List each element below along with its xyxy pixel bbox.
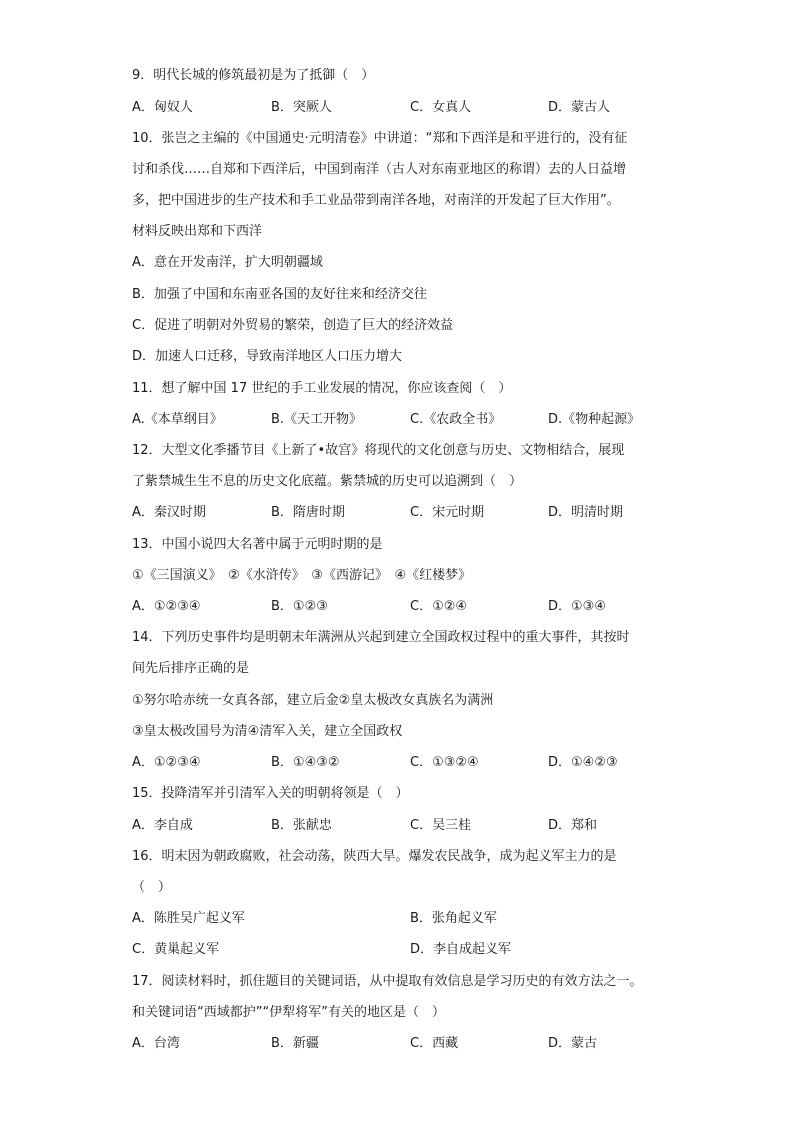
question-16-stem-line-1: 16．明末因为朝政腐败，社会动荡，陕西大旱。爆发农民战争，成为起义军主力的是 — [132, 849, 617, 864]
question-13-option-b: B．①②③ — [271, 599, 328, 614]
question-16-options-row-1 — [132, 910, 672, 928]
question-12-options — [132, 504, 672, 522]
question-11-option-c: C.《农政全书》 — [410, 412, 502, 427]
question-11-stem: 11．想了解中国 17 世纪的手工业发展的情况，你应该查阅（ ） — [132, 381, 512, 396]
question-12-option-b: B．隋唐时期 — [271, 505, 345, 520]
question-17-option-a: A．台湾 — [132, 1036, 180, 1051]
question-15-option-c: C．吴三桂 — [410, 818, 472, 833]
question-14-option-c: C．①③②④ — [410, 755, 479, 770]
question-16-stem-line-2: （ ） — [132, 880, 172, 895]
question-13-option-a: A．①②③④ — [132, 599, 201, 614]
question-13-option-d: D．①③④ — [548, 599, 606, 614]
question-13-stem: 13．中国小说四大名著中属于元明时期的是 — [132, 537, 383, 552]
question-14-option-b: B．①④③② — [271, 755, 340, 770]
question-10-stem-line-2: 讨和杀伐……自郑和下西洋后，中国到南洋（古人对东南亚地区的称谓）去的人日益增 — [132, 162, 627, 177]
question-10-stem-line-3: 多，把中国进步的生产技术和手工业品带到南洋各地，对南洋的开发起了巨大作用”。 — [132, 193, 620, 208]
question-12-option-d: D．明清时期 — [548, 505, 624, 520]
question-16-option-b: B．张角起义军 — [410, 911, 497, 926]
question-17-stem-line-2: 和关键词语“西域都护”“伊犁将军”有关的地区是（ ） — [132, 1005, 445, 1020]
question-10-option-b: B．加强了中国和东南亚各国的友好往来和经济交往 — [132, 287, 427, 302]
question-9-option-c: C．女真人 — [410, 100, 472, 115]
question-13-options — [132, 598, 672, 616]
question-14-events-line-2: ③皇太极改国号为清④清军入关，建立全国政权 — [132, 724, 403, 739]
question-9-options — [132, 99, 672, 117]
question-16-option-c: C．黄巢起义军 — [132, 942, 220, 957]
question-14-options — [132, 754, 672, 772]
question-11-option-a: A.《本草纲目》 — [132, 412, 223, 427]
question-16-option-a: A．陈胜吴广起义军 — [132, 911, 245, 926]
question-13-items: ①《三国演义》 ②《水浒传》 ③《西游记》 ④《红楼梦》 — [132, 568, 472, 583]
question-9-stem: 9．明代长城的修筑最初是为了抵御（ ） — [132, 68, 375, 83]
question-9-option-b: B．突厥人 — [271, 100, 332, 115]
question-9-option-a: A．匈奴人 — [132, 100, 193, 115]
question-15-option-b: B．张献忠 — [271, 818, 332, 833]
question-12-stem-line-2: 了紫禁城生生不息的历史文化底蕴。紫禁城的历史可以追溯到（ ） — [132, 474, 523, 489]
question-17-option-d: D．蒙古 — [548, 1036, 598, 1051]
question-11-option-b: B.《天工开物》 — [271, 412, 363, 427]
question-16-options-row-2 — [132, 941, 672, 959]
question-14-stem-line-2: 间先后排序正确的是 — [132, 661, 250, 676]
question-15-stem: 15．投降清军并引清军入关的明朝将领是（ ） — [132, 786, 409, 801]
question-10-option-a: A．意在开发南洋，扩大明朝疆域 — [132, 255, 323, 270]
question-10-stem-line-1: 10．张岂之主编的《中国通史·元明清卷》中讲道：“郑和下西洋是和平进行的，没有征 — [132, 131, 628, 146]
question-17-option-c: C．西藏 — [410, 1036, 459, 1051]
question-14-stem-line-1: 14．下列历史事件均是明朝末年满洲从兴起到建立全国政权过程中的重大事件，其按时 — [132, 630, 630, 645]
question-11-options — [132, 411, 672, 429]
question-15-options — [132, 817, 672, 835]
question-15-option-d: D．郑和 — [548, 818, 598, 833]
question-15-option-a: A．李自成 — [132, 818, 193, 833]
question-9-option-d: D．蒙古人 — [548, 100, 611, 115]
question-10-option-c: C．促进了明朝对外贸易的繁荣，创造了巨大的经济效益 — [132, 318, 454, 333]
question-13-option-c: C．①②④ — [410, 599, 468, 614]
question-14-events-line-1: ①努尔哈赤统一女真各部，建立后金②皇太极改女真族名为满洲 — [132, 693, 494, 708]
question-16-option-d: D．李自成起义军 — [410, 942, 512, 957]
question-10-option-d: D．加速人口迁移，导致南洋地区人口压力增大 — [132, 349, 403, 364]
question-12-option-a: A．秦汉时期 — [132, 505, 206, 520]
question-12-stem-line-1: 12．大型文化季播节目《上新了•故宫》将现代的文化创意与历史、文物相结合，展现 — [132, 443, 625, 458]
question-17-option-b: B．新疆 — [271, 1036, 319, 1051]
question-12-option-c: C．宋元时期 — [410, 505, 485, 520]
question-14-option-a: A．①②③④ — [132, 755, 201, 770]
question-14-option-d: D．①④②③ — [548, 755, 618, 770]
question-10-stem-line-4: 材料反映出郑和下西洋 — [132, 224, 263, 239]
question-17-options — [132, 1035, 672, 1053]
question-17-stem-line-1: 17．阅读材料时，抓住题目的关键词语，从中提取有效信息是学习历史的有效方法之一。 — [132, 974, 643, 989]
question-11-option-d: D.《物种起源》 — [548, 412, 641, 427]
